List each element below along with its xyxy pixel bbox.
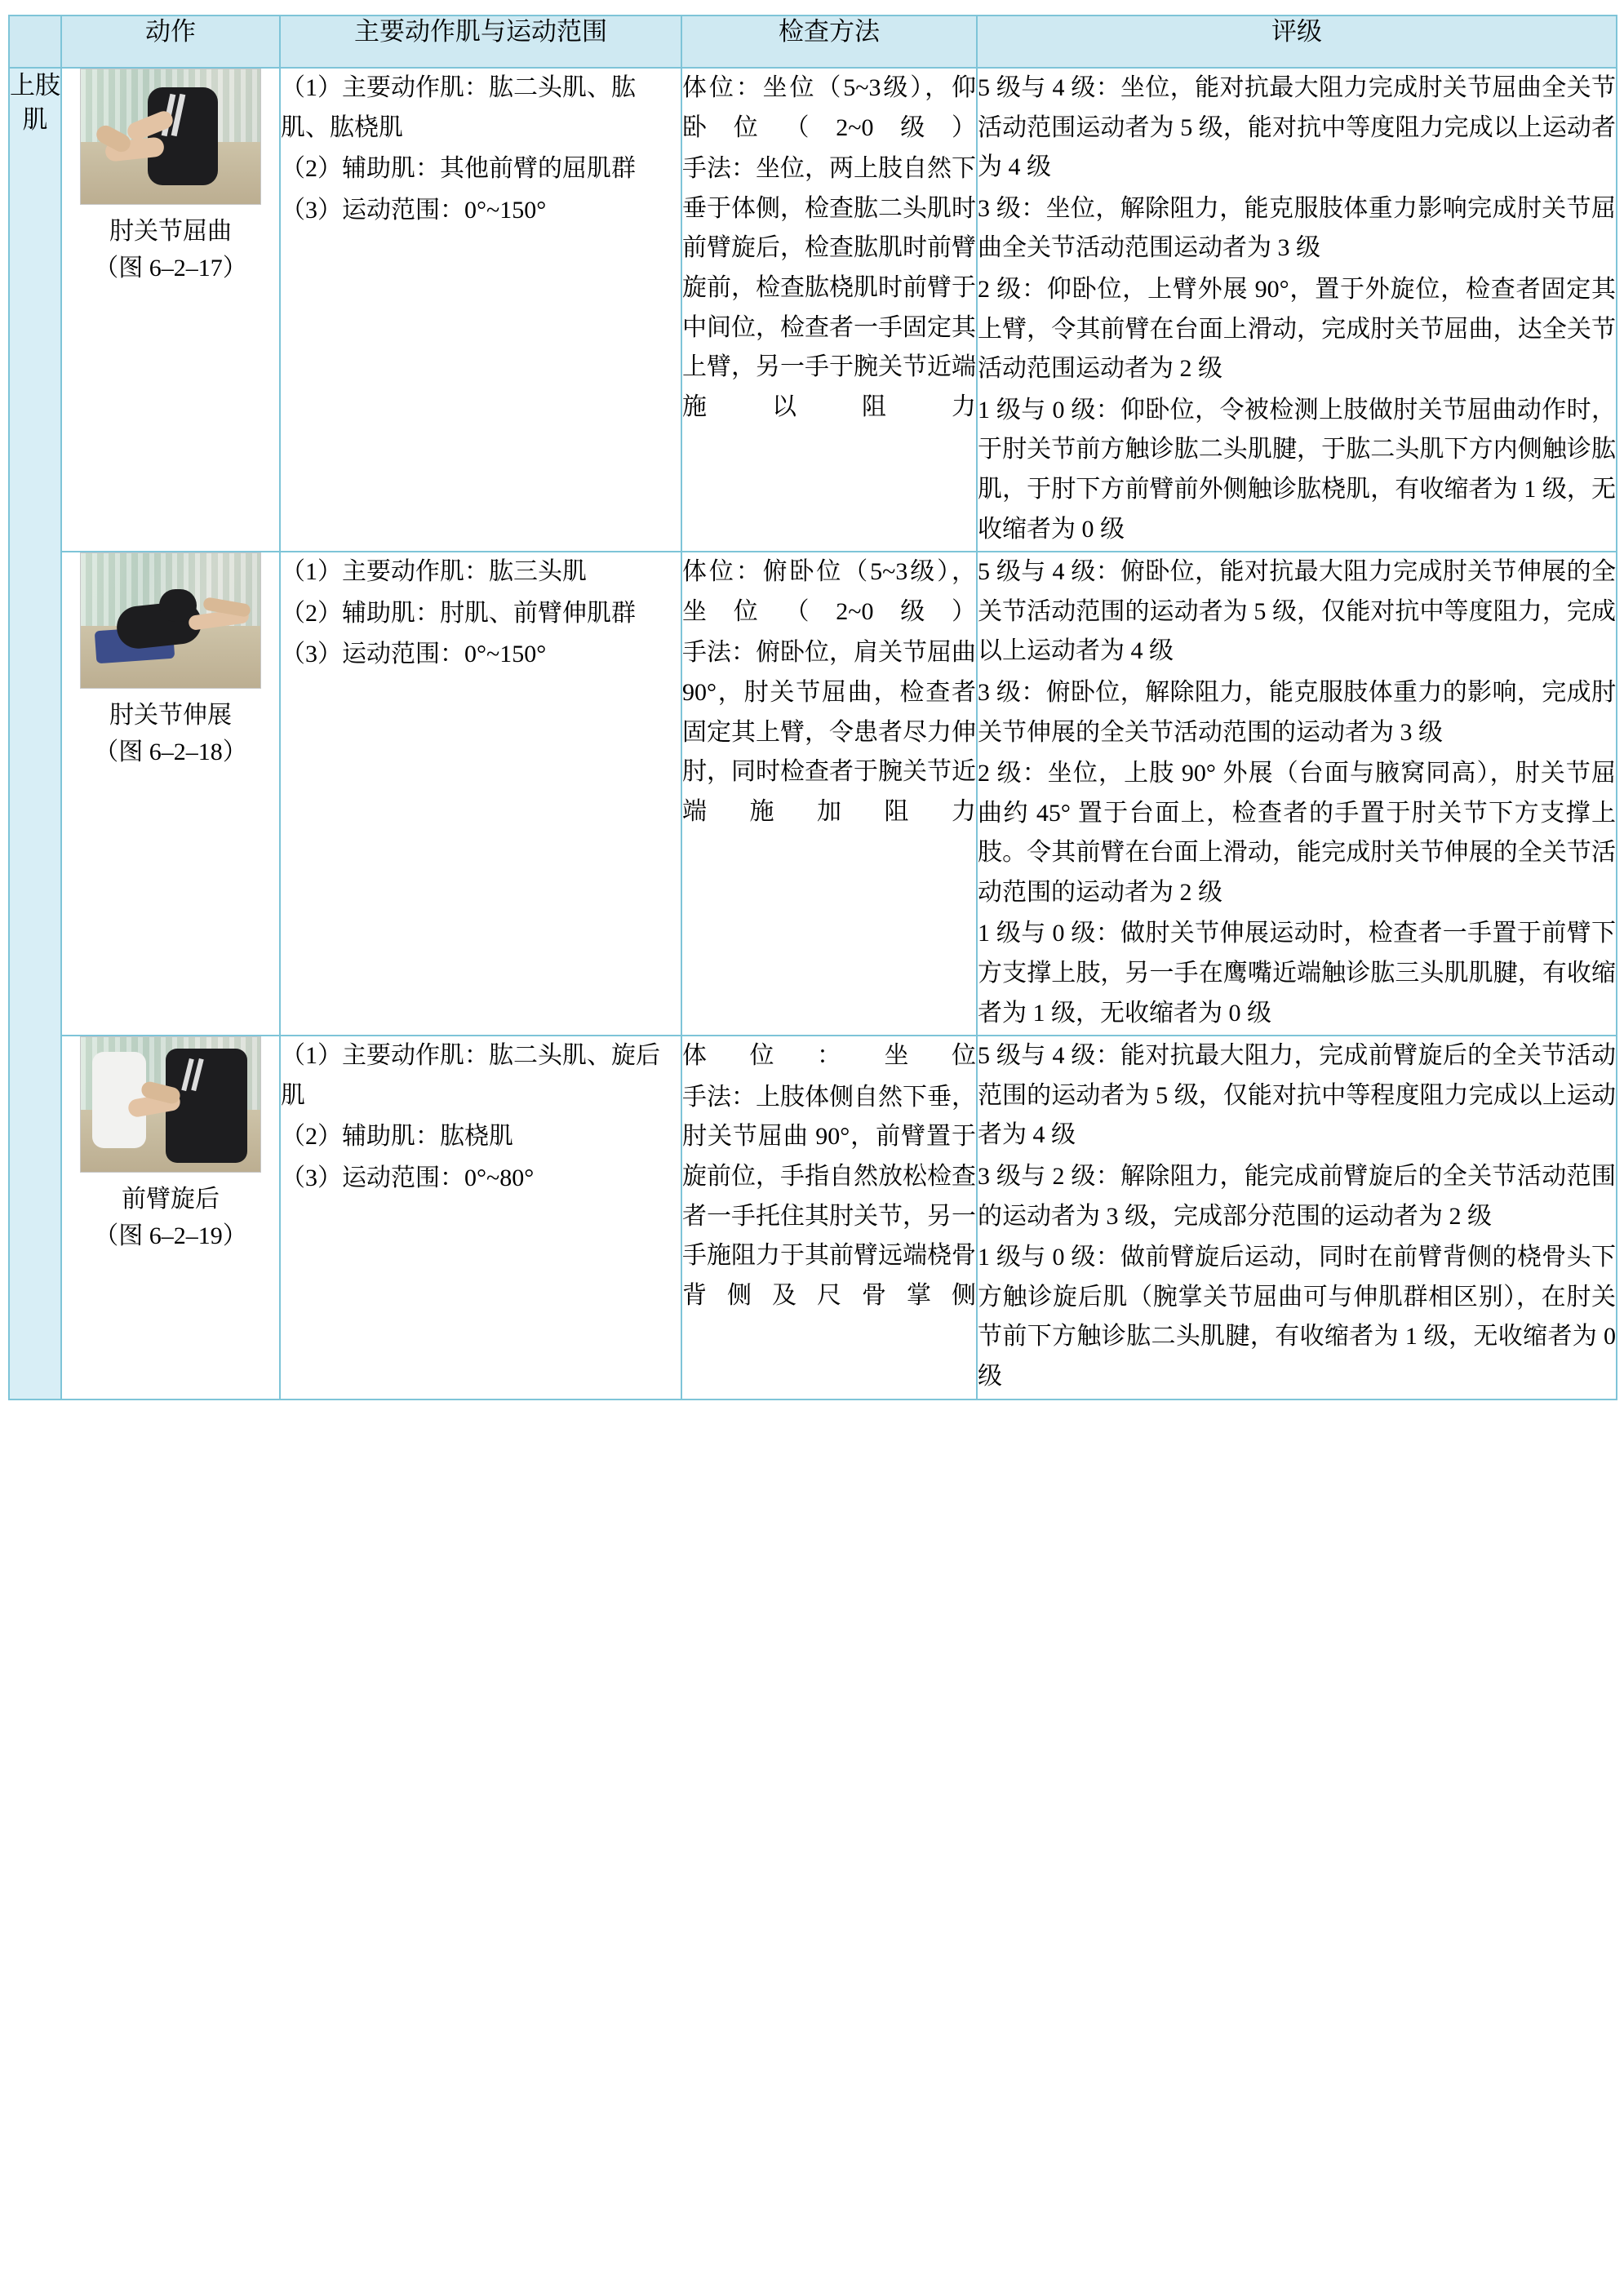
grade-5-4: 5 级与 4 级：能对抗最大阻力，完成前臂旋后的全关节活动范围的运动者为 5 级，仅能对抗中等程度阻力完成以上运动者为 4 级	[978, 1042, 1616, 1149]
table-row	[9, 1036, 1617, 1399]
grade-cell-elbow-extension	[977, 552, 1617, 1036]
action-name: 肘关节屈曲	[109, 218, 232, 245]
grade-5-4: 5 级与 4 级：坐位，能对抗最大阻力完成肘关节屈曲全关节活动范围运动者为 5 级，能对抗中等度阻力完成以上运动者为 4 级	[978, 74, 1616, 181]
action-name: 前臂旋后	[122, 1186, 220, 1213]
header-method: 检查方法	[681, 16, 977, 68]
header-muscle-range: 主要动作肌与运动范围	[280, 16, 681, 68]
action-figure-ref: （图 6–2–19）	[94, 1222, 247, 1250]
muscle-primary: （1）主要动作肌：肱三头肌	[281, 558, 587, 586]
action-cell-elbow-flexion	[61, 68, 280, 552]
table-header	[9, 16, 1617, 68]
action-cell-forearm-supination	[61, 1036, 280, 1399]
action-name: 肘关节伸展	[109, 702, 232, 730]
method-technique: 手法：坐位，两上肢自然下垂于体侧，检查肱二头肌时前臂旋后，检查肱肌时前臂旋前，检查肱桡肌时前臂于中间位，检查者一手固定其上臂，另一手于腕关节近端施以阻力	[682, 155, 976, 420]
elbow-flexion-photo	[80, 69, 261, 205]
table-body	[9, 68, 1617, 1399]
method-cell-forearm-supination	[681, 1036, 977, 1399]
method-position: 体位：坐位（5~3级），仰卧位（2~0级）	[682, 74, 976, 141]
action-figure-ref: （图 6–2–18）	[94, 739, 247, 766]
method-technique: 手法：俯卧位，肩关节屈曲 90°，肘关节屈曲，检查者固定其上臂，令患者尽力伸肘，同时检查者于腕关节近端施加阻力	[682, 639, 976, 825]
action-cell-elbow-extension	[61, 552, 280, 1036]
grade-3-2: 3 级与 2 级：解除阻力，能完成前臂旋后的全关节活动范围的运动者为 3 级，完成部分范围的运动者为 2 级	[978, 1163, 1616, 1230]
table-row	[9, 552, 1617, 1036]
muscle-rom: （3）运动范围：0°~150°	[281, 196, 547, 224]
header-group-blank	[9, 16, 61, 68]
group-cell-upper-limb: 上肢肌	[9, 68, 61, 1399]
header-grade: 评级	[977, 16, 1617, 68]
table-header-row	[9, 16, 1617, 68]
table-row	[9, 68, 1617, 552]
muscle-assist: （2）辅助肌：肘肌、前臂伸肌群	[281, 599, 636, 627]
muscle-primary: （1）主要动作肌：肱二头肌、肱肌、肱桡肌	[281, 74, 636, 141]
grade-2: 2 级：坐位，上肢 90° 外展（台面与腋窝同高），肘关节屈曲约 45° 置于台面上，检查者的手置于肘关节下方支撑上肢。令其前臂在台面上滑动，能完成肘关节伸展的全关节活动范围的运动者为 2 级	[978, 760, 1616, 906]
method-position: 体位：俯卧位（5~3级），坐位（2~0级）	[682, 558, 976, 625]
muscle-rom: （3）运动范围：0°~150°	[281, 641, 547, 668]
grade-cell-forearm-supination	[977, 1036, 1617, 1399]
grade-3: 3 级：俯卧位，解除阻力，能克服肢体重力的影响，完成肘关节伸展的全关节活动范围的运动者为 3 级	[978, 678, 1616, 746]
grade-5-4: 5 级与 4 级：俯卧位，能对抗最大阻力完成肘关节伸展的全关节活动范围的运动者为 5 级，仅能对抗中等度阻力，完成以上运动者为 4 级	[978, 558, 1616, 665]
muscle-primary: （1）主要动作肌：肱二头肌、旋后肌	[281, 1042, 660, 1109]
muscle-cell-elbow-flexion	[280, 68, 681, 552]
method-cell-elbow-extension	[681, 552, 977, 1036]
method-cell-elbow-flexion	[681, 68, 977, 552]
muscle-assist: （2）辅助肌：肱桡肌	[281, 1123, 513, 1151]
grade-3: 3 级：坐位，解除阻力，能克服肢体重力影响完成肘关节屈曲全关节活动范围运动者为 3 级	[978, 194, 1616, 262]
grade-2: 2 级：仰卧位，上臂外展 90°，置于外旋位，检查者固定其上臂，令其前臂在台面上滑动，完成肘关节屈曲，达全关节活动范围运动者为 2 级	[978, 275, 1616, 383]
muscle-cell-elbow-extension	[280, 552, 681, 1036]
method-position: 体位：坐位	[682, 1042, 976, 1070]
forearm-supination-photo	[80, 1036, 261, 1173]
grade-cell-elbow-flexion	[977, 68, 1617, 552]
grade-1-0: 1 级与 0 级：做肘关节伸展运动时，检查者一手置于前臂下方支撑上肢，另一手在鹰嘴近端触诊肱三头肌肌腱，有收缩者为 1 级，无收缩者为 0 级	[978, 920, 1616, 1027]
grade-1-0: 1 级与 0 级：做前臂旋后运动，同时在前臂背侧的桡骨头下方触诊旋后肌（腕掌关节屈曲可与伸肌群相区别），在肘关节前下方触诊肱二头肌腱，有收缩者为 1 级，无收缩者为 0 级	[978, 1244, 1616, 1390]
muscle-rom: （3）运动范围：0°~80°	[281, 1164, 535, 1192]
elbow-extension-photo	[80, 552, 261, 689]
muscle-assist: （2）辅助肌：其他前臂的屈肌群	[281, 155, 636, 183]
manual-muscle-test-table	[8, 15, 1617, 1400]
header-action: 动作	[61, 16, 280, 68]
grade-1-0: 1 级与 0 级：仰卧位，令被检测上肢做肘关节屈曲动作时，于肘关节前方触诊肱二头肌腱，于肱二头肌下方内侧触诊肱肌，于肘下方前臂前外侧触诊肱桡肌，有收缩者为 1 级，无收缩者为 0 级	[978, 396, 1616, 543]
method-technique: 手法：上肢体侧自然下垂，肘关节屈曲 90°，前臂置于旋前位，手指自然放松检查者一手托住其肘关节，另一手施阻力于其前臂远端桡骨背侧及尺骨掌侧	[682, 1083, 976, 1309]
action-figure-ref: （图 6–2–17）	[94, 255, 247, 282]
muscle-cell-forearm-supination	[280, 1036, 681, 1399]
